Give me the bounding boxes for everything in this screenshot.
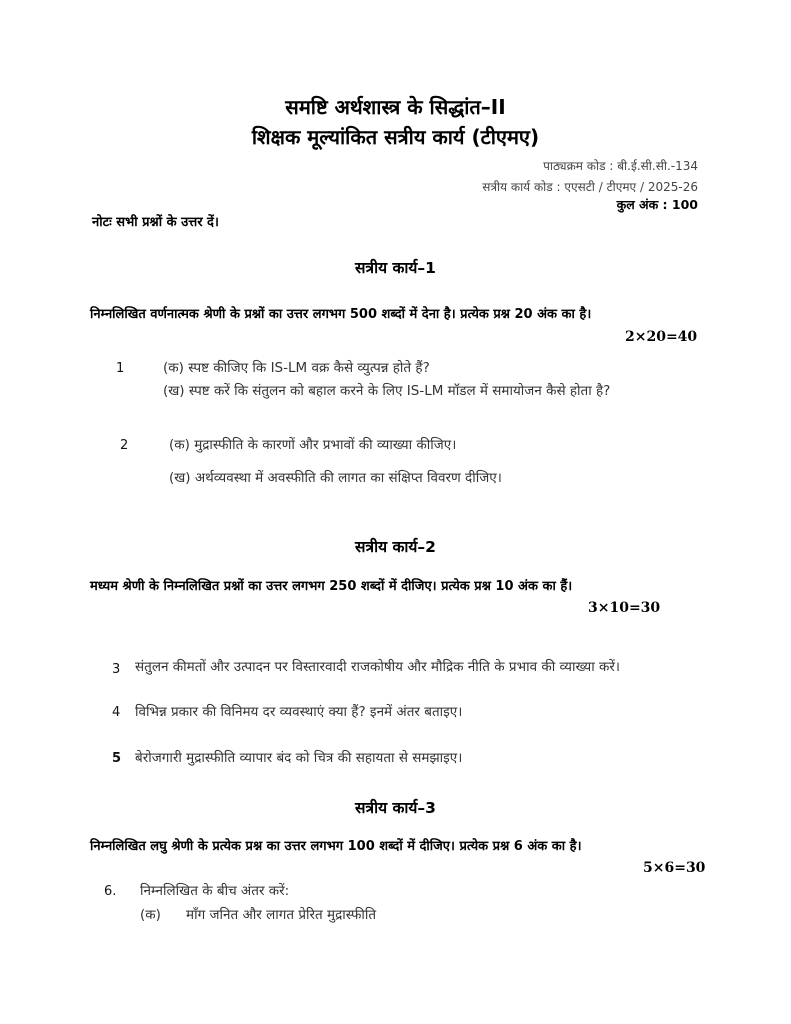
- question-part: (ख) अर्थव्यवस्था में अवस्फीति की लागत का संक्षिप्त विवरण दीजिए।: [169, 470, 502, 486]
- question-number: 4: [112, 705, 121, 720]
- question-text: बेरोजगारी मुद्रास्फीति व्यापार बंद को चित्र की सहायता से समझाइए।: [135, 750, 463, 766]
- section-heading-2: सत्रीय कार्य–2: [355, 538, 436, 556]
- section-marks-3: 5×6=30: [643, 860, 706, 876]
- question-number: 2: [120, 438, 129, 453]
- section-heading-1: सत्रीय कार्य–1: [355, 259, 436, 277]
- section-instruction-1: निम्नलिखित वर्णनात्मक श्रेणी के प्रश्नों का उत्तर लगभग 500 शब्दों में देना है। प्रत्येक प्रश्न 20 अंक का है।: [90, 307, 592, 322]
- question-text: निम्नलिखित के बीच अंतर करें:: [140, 883, 290, 899]
- question-part: (क) मुद्रास्फीति के कारणों और प्रभावों की व्याख्या कीजिए।: [169, 437, 457, 453]
- question-text: संतुलन कीमतों और उत्पादन पर विस्तारवादी राजकोषीय और मौद्रिक नीति के प्रभाव की व्याख्या करें।: [135, 659, 621, 675]
- note: नोटः सभी प्रश्नों के उत्तर दें।: [92, 215, 219, 230]
- assignment-code: सत्रीय कार्य कोड : एएसटी / टीएमए / 2025-26: [482, 180, 698, 194]
- question-part: (ख) स्पष्ट करें कि संतुलन को बहाल करने के लिए IS-LM मॉडल में समायोजन कैसे होता है?: [163, 383, 611, 399]
- question-sub-label: (क): [140, 907, 161, 923]
- course-code: पाठ्यक्रम कोड : बी.ई.सी.सी.-134: [543, 159, 698, 173]
- section-heading-3: सत्रीय कार्य–3: [355, 799, 436, 817]
- question-text: विभिन्न प्रकार की विनिमय दर व्यवस्थाएं क्या हैं? इनमें अंतर बताइए।: [135, 704, 463, 720]
- question-part: (क) स्पष्ट कीजिए कि IS-LM वक्र कैसे व्युत्पन्न होते हैं?: [163, 360, 430, 376]
- question-number: 6.: [104, 884, 117, 899]
- document-title: समष्टि अर्थशास्त्र के सिद्धांत–II: [285, 95, 506, 119]
- document-subtitle: शिक्षक मूल्यांकित सत्रीय कार्य (टीएमए): [251, 125, 540, 149]
- question-sub-text: माँग जनित और लागत प्रेरित मुद्रास्फीति: [186, 907, 377, 923]
- total-marks: कुल अंक : 100: [616, 197, 698, 212]
- section-marks-2: 3×10=30: [588, 600, 661, 616]
- question-number: 5: [112, 751, 122, 766]
- section-marks-1: 2×20=40: [625, 329, 698, 345]
- question-number: 1: [116, 361, 125, 376]
- section-instruction-3: निम्नलिखित लघु श्रेणी के प्रत्येक प्रश्न का उत्तर लगभग 100 शब्दों में दीजिए। प्रत्येक प्रश्न 6 अंक का है।: [90, 839, 582, 854]
- section-instruction-2: मध्यम श्रेणी के निम्नलिखित प्रश्नों का उत्तर लगभग 250 शब्दों में दीजिए। प्रत्येक प्रश्न 10 अंक का हैं।: [90, 579, 573, 594]
- question-number: 3: [112, 662, 121, 677]
